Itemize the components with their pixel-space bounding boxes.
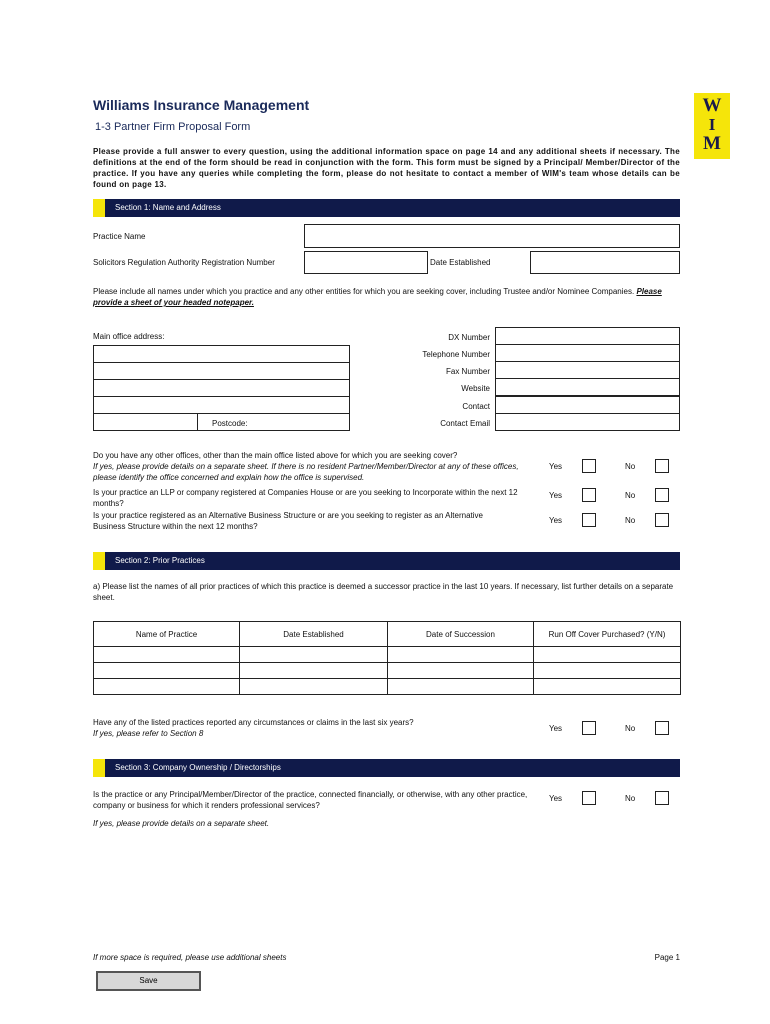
table-row <box>94 679 681 695</box>
llp-yes-checkbox[interactable] <box>582 488 596 502</box>
other-offices-question: Do you have any other offices, other than the main office listed above for which you are seeking cover? <box>93 451 458 460</box>
prior-practices-intro: a) Please list the names of all prior practices of which this practice is deemed a successor practice in the last 10 years. If necessary, list further details on a separate sheet. <box>93 582 674 602</box>
address-line-4[interactable] <box>93 396 350 414</box>
address-line-1[interactable] <box>93 345 350 363</box>
ownership-yes-checkbox[interactable] <box>582 791 596 805</box>
section1-header <box>93 199 680 217</box>
other-offices-yes-checkbox[interactable] <box>582 459 596 473</box>
dx-number-label: DX Number <box>448 333 490 342</box>
names-note: Please include all names under which you practice and any other entities for which you are seeking cover, including Trustee and/or Nominee Companies. Please provide a sheet of your headed notepaper. <box>93 287 662 307</box>
table-cell[interactable] <box>534 679 681 695</box>
col-run-off-cover: Run Off Cover Purchased? (Y/N) <box>534 622 681 647</box>
section3-header <box>93 759 680 777</box>
main-office-label: Main office address: <box>93 332 165 341</box>
ownership-note: If yes, please provide details on a separate sheet. <box>93 819 270 828</box>
contact-email-field[interactable] <box>495 413 680 431</box>
other-offices-note: If yes, please provide details on a separate sheet. If there is no resident Partner/Member/Director at any of these offices, please identify the office concerned and explain how the office is supervised. <box>93 462 519 482</box>
table-cell[interactable] <box>240 679 388 695</box>
prior-claims-yes-checkbox[interactable] <box>582 721 596 735</box>
logo-letter-i: I <box>708 115 716 134</box>
form-title: 1-3 Partner Firm Proposal Form <box>95 121 251 133</box>
yes-label: Yes <box>549 462 563 471</box>
col-date-established: Date Established <box>240 622 388 647</box>
table-row <box>94 647 681 663</box>
table-cell[interactable] <box>94 647 240 663</box>
table-cell[interactable] <box>94 663 240 679</box>
logo-letter-m: M <box>703 133 721 154</box>
table-cell[interactable] <box>388 663 534 679</box>
section1-title: Section 1: Name and Address <box>115 203 221 212</box>
col-name-of-practice: Name of Practice <box>94 622 240 647</box>
no-label: No <box>625 516 636 525</box>
col-date-of-succession: Date of Succession <box>388 622 534 647</box>
no-label: No <box>625 491 636 500</box>
telephone-label: Telephone Number <box>422 350 490 359</box>
sra-number-label: Solicitors Regulation Authority Registration Number <box>93 258 275 267</box>
website-field[interactable] <box>495 378 680 396</box>
contact-field[interactable] <box>495 396 680 414</box>
no-label: No <box>625 724 636 733</box>
website-label: Website <box>461 384 490 393</box>
logo-letter-w: W <box>702 95 722 116</box>
no-label: No <box>625 794 636 803</box>
yes-label: Yes <box>549 516 563 525</box>
postcode-cell[interactable] <box>197 413 350 431</box>
yes-label: Yes <box>549 794 563 803</box>
section2-header <box>93 552 680 570</box>
prior-practices-table <box>93 621 681 695</box>
save-button[interactable]: Save <box>96 971 201 991</box>
intro-paragraph: Please provide a full answer to every question, using the additional information space on page 14 and any additional sheets if necessary. The definitions at the end of the form should be read in conjunction with the form. This form must be signed by a Principal/ Member/Director of the practice. If you have any queries while completing the form, please do not hesitate to contact a member of WIM's team whose details can be found on page 13. <box>93 147 680 189</box>
company-title: Williams Insurance Management <box>93 97 310 113</box>
sra-number-field[interactable] <box>304 251 428 274</box>
yes-label: Yes <box>549 724 563 733</box>
prior-claims-note: If yes, please refer to Section 8 <box>93 729 204 738</box>
practice-name-field[interactable] <box>304 224 680 248</box>
address-line-5[interactable] <box>93 413 198 431</box>
section2-title: Section 2: Prior Practices <box>115 556 205 565</box>
table-cell[interactable] <box>240 663 388 679</box>
llp-question: Is your practice an LLP or company registered at Companies House or are you seeking to Incorporate within the next 12 months? <box>93 488 518 508</box>
no-label: No <box>625 462 636 471</box>
footer-note: If more space is required, please use additional sheets <box>93 953 287 962</box>
dx-number-field[interactable] <box>495 327 680 345</box>
address-line-3[interactable] <box>93 379 350 397</box>
wim-logo <box>694 93 730 159</box>
ownership-question: Is the practice or any Principal/Member/Director of the practice, connected financially, or otherwise, with any other practice, company or business for which it renders professional services? <box>93 790 528 810</box>
fax-label: Fax Number <box>445 367 490 376</box>
table-cell[interactable] <box>534 647 681 663</box>
yes-label: Yes <box>549 491 563 500</box>
names-note-emphasis: Please provide a sheet of your headed notepaper. <box>93 287 662 307</box>
abs-no-checkbox[interactable] <box>655 513 669 527</box>
llp-no-checkbox[interactable] <box>655 488 669 502</box>
section3-title: Section 3: Company Ownership / Directorships <box>115 763 281 772</box>
fax-field[interactable] <box>495 361 680 379</box>
page-number: Page 1 <box>654 953 680 962</box>
table-cell[interactable] <box>534 663 681 679</box>
table-cell[interactable] <box>388 647 534 663</box>
prior-claims-question: Have any of the listed practices reported any circumstances or claims in the last six years? <box>93 718 414 727</box>
address-line-2[interactable] <box>93 362 350 380</box>
table-cell[interactable] <box>240 647 388 663</box>
table-row <box>94 663 681 679</box>
table-cell[interactable] <box>388 679 534 695</box>
date-established-label: Date Established <box>430 258 491 267</box>
contact-email-label: Contact Email <box>440 419 490 428</box>
table-header-row <box>94 622 681 647</box>
postcode-label: Postcode: <box>212 419 248 428</box>
date-established-field[interactable] <box>530 251 680 274</box>
practice-name-label: Practice Name <box>93 232 146 241</box>
abs-yes-checkbox[interactable] <box>582 513 596 527</box>
ownership-no-checkbox[interactable] <box>655 791 669 805</box>
table-cell[interactable] <box>94 679 240 695</box>
abs-question: Is your practice registered as an Alternative Business Structure or are you seeking to register as an Alternative Business Structure within the next 12 months? <box>93 511 483 531</box>
contact-label: Contact <box>462 402 490 411</box>
prior-claims-no-checkbox[interactable] <box>655 721 669 735</box>
other-offices-no-checkbox[interactable] <box>655 459 669 473</box>
telephone-field[interactable] <box>495 344 680 362</box>
